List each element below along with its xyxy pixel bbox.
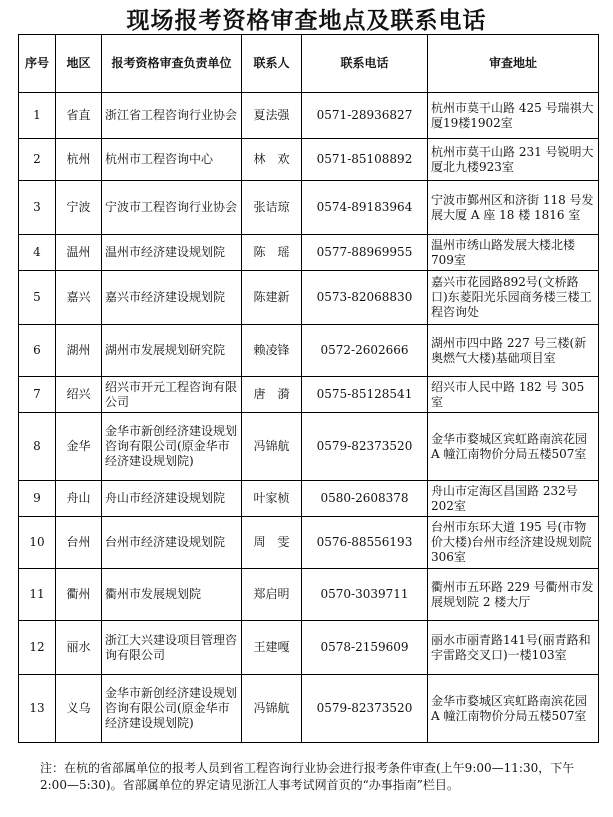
- cell-unit: 绍兴市开元工程咨询有限公司: [102, 377, 242, 413]
- cell-phone: 0578-2159609: [302, 621, 428, 675]
- cell-unit: 杭州市工程咨询中心: [102, 139, 242, 181]
- cell-seq: 3: [19, 181, 56, 235]
- cell-contact: 周 雯: [242, 517, 302, 569]
- header-region: 地区: [56, 35, 102, 93]
- cell-seq: 6: [19, 325, 56, 377]
- cell-region: 省直: [56, 93, 102, 139]
- cell-address: 绍兴市人民中路 182 号 305室: [428, 377, 599, 413]
- cell-address: 温州市绣山路发展大楼北楼709室: [428, 235, 599, 271]
- table-row: [19, 413, 599, 481]
- cell-contact: 林 欢: [242, 139, 302, 181]
- table-header-row: [19, 35, 599, 93]
- cell-seq: 13: [19, 675, 56, 743]
- cell-address: 金华市婺城区宾虹路南滨花园 A 幢江南物价分局五楼507室: [428, 675, 599, 743]
- cell-contact: 冯锦航: [242, 675, 302, 743]
- review-locations-table: [18, 34, 599, 743]
- table-row: [19, 517, 599, 569]
- cell-seq: 4: [19, 235, 56, 271]
- cell-address: 丽水市丽青路141号(丽青路和宇雷路交叉口)一楼103室: [428, 621, 599, 675]
- table-row: [19, 481, 599, 517]
- cell-phone: 0580-2608378: [302, 481, 428, 517]
- cell-unit: 嘉兴市经济建设规划院: [102, 271, 242, 325]
- cell-seq: 2: [19, 139, 56, 181]
- cell-seq: 7: [19, 377, 56, 413]
- cell-unit: 衢州市发展规划院: [102, 569, 242, 621]
- table-row: [19, 93, 599, 139]
- cell-unit: 舟山市经济建设规划院: [102, 481, 242, 517]
- cell-phone: 0574-89183964: [302, 181, 428, 235]
- cell-phone: 0579-82373520: [302, 413, 428, 481]
- cell-contact: 赖凌锋: [242, 325, 302, 377]
- cell-contact: 王建嘎: [242, 621, 302, 675]
- cell-seq: 8: [19, 413, 56, 481]
- cell-unit: 金华市新创经济建设规划咨询有限公司(原金华市经济建设规划院): [102, 413, 242, 481]
- cell-phone: 0575-85128541: [302, 377, 428, 413]
- cell-region: 义乌: [56, 675, 102, 743]
- cell-seq: 5: [19, 271, 56, 325]
- cell-address: 嘉兴市花园路892号(文桥路口)东菱阳光乐园商务楼三楼工程咨询处: [428, 271, 599, 325]
- cell-contact: 陈 瑶: [242, 235, 302, 271]
- cell-address: 台州市东环大道 195 号(市物价大楼)台州市经济建设规划院306室: [428, 517, 599, 569]
- cell-address: 杭州市莫干山路 425 号瑞祺大厦19楼1902室: [428, 93, 599, 139]
- table-row: [19, 569, 599, 621]
- footnote: 注：在杭的省部属单位的报考人员到省工程咨询行业协会进行报考条件审查(上午9:00—11:30，下午2:00—5:30)。省部属单位的界定请见浙江人事考试网首页的“办事指南”栏目。: [40, 761, 575, 792]
- cell-region: 舟山: [56, 481, 102, 517]
- cell-unit: 台州市经济建设规划院: [102, 517, 242, 569]
- cell-phone: 0570-3039711: [302, 569, 428, 621]
- cell-region: 衢州: [56, 569, 102, 621]
- cell-contact: 陈建新: [242, 271, 302, 325]
- cell-region: 宁波: [56, 181, 102, 235]
- cell-contact: 叶家桢: [242, 481, 302, 517]
- cell-phone: 0573-82068830: [302, 271, 428, 325]
- cell-phone: 0571-28936827: [302, 93, 428, 139]
- cell-region: 杭州: [56, 139, 102, 181]
- cell-phone: 0576-88556193: [302, 517, 428, 569]
- cell-region: 温州: [56, 235, 102, 271]
- cell-seq: 11: [19, 569, 56, 621]
- cell-contact: 郑启明: [242, 569, 302, 621]
- cell-region: 绍兴: [56, 377, 102, 413]
- cell-unit: 宁波市工程咨询行业协会: [102, 181, 242, 235]
- cell-unit: 湖州市发展规划研究院: [102, 325, 242, 377]
- table-row: [19, 325, 599, 377]
- cell-seq: 9: [19, 481, 56, 517]
- page-title: 现场报考资格审查地点及联系电话: [126, 8, 487, 34]
- header-seq: 序号: [19, 35, 56, 93]
- cell-address: 湖州市四中路 227 号三楼(新奥燃气大楼)基础项目室: [428, 325, 599, 377]
- header-phone: 联系电话: [302, 35, 428, 93]
- cell-unit: 金华市新创经济建设规划咨询有限公司(原金华市经济建设规划院): [102, 675, 242, 743]
- cell-phone: 0572-2602666: [302, 325, 428, 377]
- table-row: [19, 181, 599, 235]
- cell-seq: 12: [19, 621, 56, 675]
- header-contact: 联系人: [242, 35, 302, 93]
- cell-phone: 0571-85108892: [302, 139, 428, 181]
- cell-contact: 张诘琼: [242, 181, 302, 235]
- cell-address: 宁波市鄞州区和济街 118 号发展大厦 A 座 18 楼 1816 室: [428, 181, 599, 235]
- cell-region: 丽水: [56, 621, 102, 675]
- cell-contact: 冯锦航: [242, 413, 302, 481]
- header-address: 审查地址: [428, 35, 599, 93]
- cell-address: 衢州市五环路 229 号衢州市发展规划院 2 楼大厅: [428, 569, 599, 621]
- cell-phone: 0579-82373520: [302, 675, 428, 743]
- cell-unit: 浙江大兴建设项目管理咨询有限公司: [102, 621, 242, 675]
- cell-region: 台州: [56, 517, 102, 569]
- cell-address: 舟山市定海区昌国路 232号202室: [428, 481, 599, 517]
- cell-address: 金华市婺城区宾虹路南滨花园 A 幢江南物价分局五楼507室: [428, 413, 599, 481]
- table-row: [19, 621, 599, 675]
- cell-address: 杭州市莫干山路 231 号锐明大厦北九楼923室: [428, 139, 599, 181]
- table-row: [19, 377, 599, 413]
- table-row: [19, 271, 599, 325]
- table-row: [19, 235, 599, 271]
- table-row: [19, 139, 599, 181]
- cell-contact: 夏法强: [242, 93, 302, 139]
- table-row: [19, 675, 599, 743]
- cell-seq: 10: [19, 517, 56, 569]
- header-unit: 报考资格审查负责单位: [102, 35, 242, 93]
- cell-region: 湖州: [56, 325, 102, 377]
- cell-unit: 浙江省工程咨询行业协会: [102, 93, 242, 139]
- cell-region: 金华: [56, 413, 102, 481]
- cell-seq: 1: [19, 93, 56, 139]
- cell-region: 嘉兴: [56, 271, 102, 325]
- cell-contact: 唐 漪: [242, 377, 302, 413]
- cell-phone: 0577-88969955: [302, 235, 428, 271]
- cell-unit: 温州市经济建设规划院: [102, 235, 242, 271]
